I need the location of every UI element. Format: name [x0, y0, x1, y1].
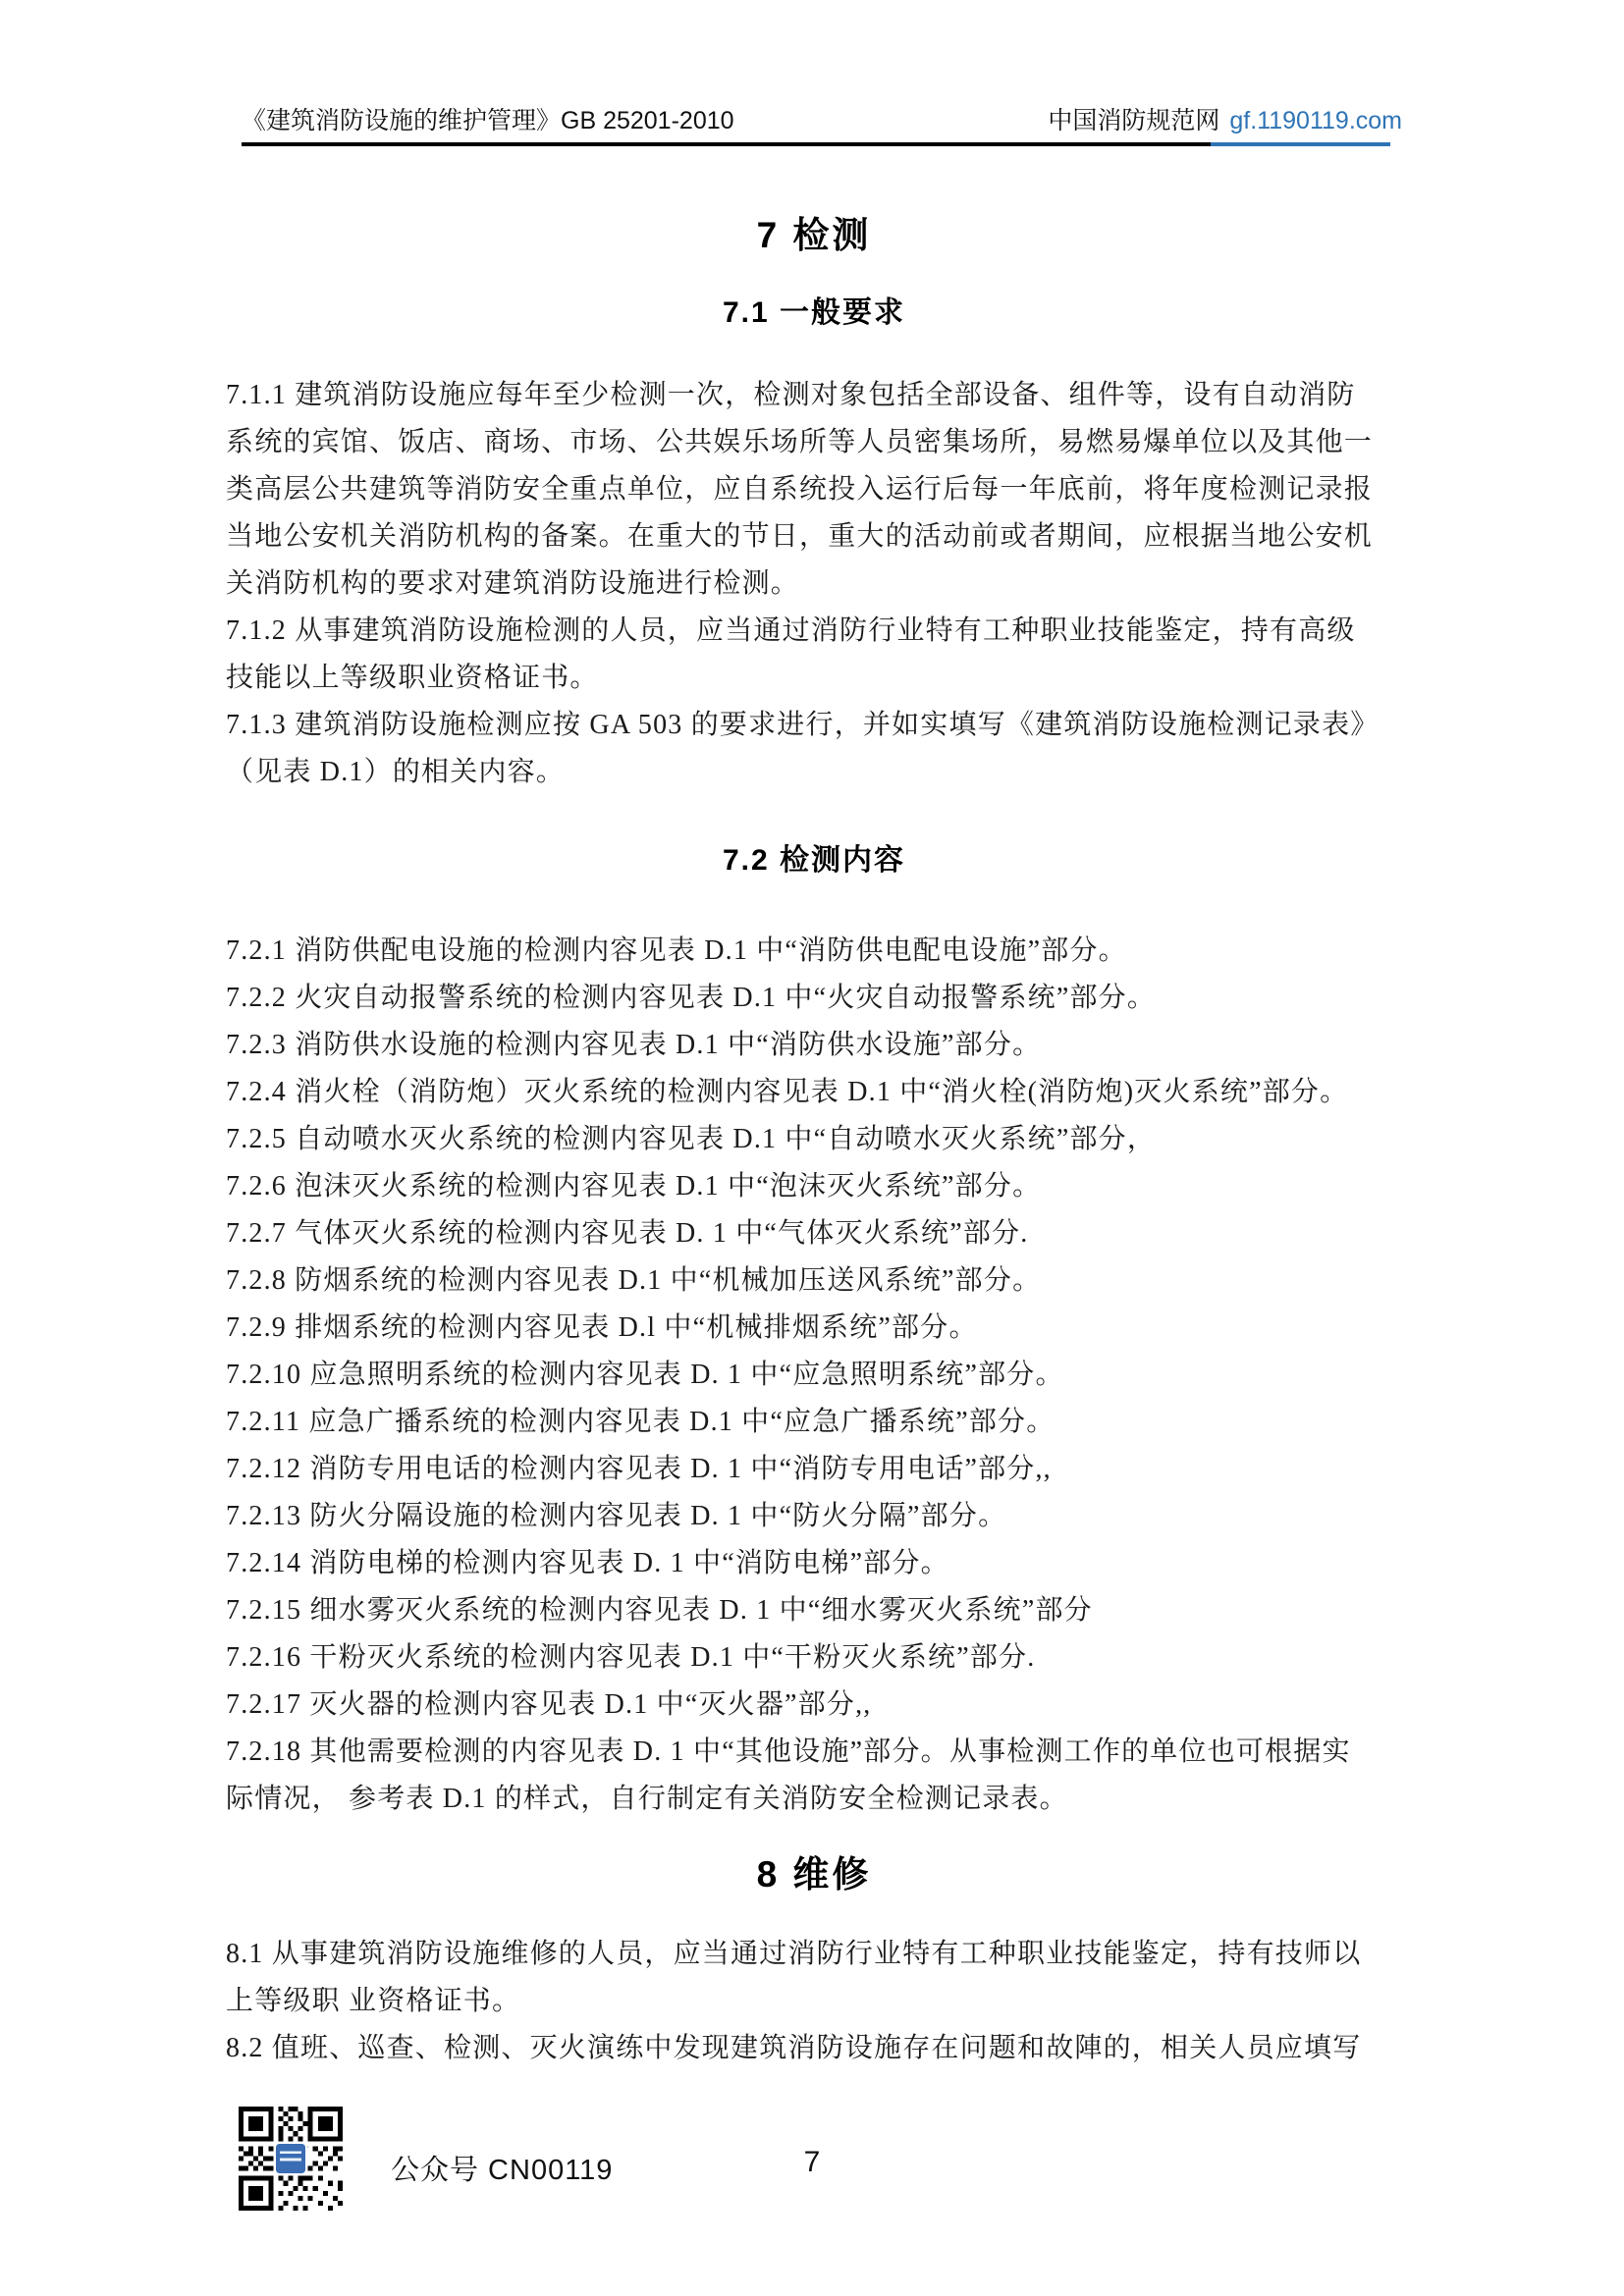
clause-8-1-line: 上等级职 业资格证书。	[226, 1986, 521, 2016]
section-7-1-body	[226, 372, 1402, 796]
clause-7-2-7-line: 7.2.7 气体灭火系统的检测内容见表 D. 1 中“气体灭火系统”部分.	[226, 1218, 1029, 1249]
clause-7-1-2-line: 技能以上等级职业资格证书。	[226, 663, 599, 693]
header-rule	[242, 142, 1402, 146]
page-number: 7	[803, 2146, 821, 2178]
clause-8-1-line: 8.1 从事建筑消防设施维修的人员，应当通过消防行业特有工种职业技能鉴定，持有技师以	[226, 1939, 1362, 1969]
clause-7-2-1-line: 7.2.1 消防供配电设施的检测内容见表 D.1 中“消防供电配电设施”部分。	[226, 935, 1127, 966]
clause-7-1-3-line: 7.1.3 建筑消防设施检测应按 GA 503 的要求进行，并如实填写《建筑消防设施检测记录表》	[226, 710, 1380, 740]
clause-7-2-14-line: 7.2.14 消防电梯的检测内容见表 D. 1 中“消防电梯”部分。	[226, 1548, 949, 1578]
site-link[interactable]: gf.1190119.com	[1229, 107, 1402, 134]
clause-7-2-8-line: 7.2.8 防烟系统的检测内容见表 D.1 中“机械加压送风系统”部分。	[226, 1265, 1042, 1296]
clause-7-2-11-line: 7.2.11 应急广播系统的检测内容见表 D.1 中“应急广播系统”部分。	[226, 1407, 1056, 1437]
clause-7-2-12-line: 7.2.12 消防专用电话的检测内容见表 D. 1 中“消防专用电话”部分,,	[226, 1454, 1052, 1484]
clause-7-1-1-line: 7.1.1 建筑消防设施应每年至少检测一次，检测对象包括全部设备、组件等，设有自动消防	[226, 380, 1356, 410]
clause-7-2-10-line: 7.2.10 应急照明系统的检测内容见表 D. 1 中“应急照明系统”部分。	[226, 1360, 1064, 1390]
clause-7-2-9-line: 7.2.9 排烟系统的检测内容见表 D.l 中“机械排烟系统”部分。	[226, 1312, 978, 1343]
section-7-2-body	[226, 928, 1402, 1823]
section-7-1-title: 7.1 一般要求	[722, 296, 906, 329]
clause-7-2-18-line: 7.2.18 其他需要检测的内容见表 D. 1 中“其他设施”部分。从事检测工作的单位也可根据实	[226, 1736, 1351, 1767]
wechat-account-label: 公众号 CN00119	[391, 2155, 614, 2186]
header-site	[1048, 104, 1402, 137]
clause-7-1-1-line: 当地公安机关消防机构的备案。在重大的节日，重大的活动前或者期间，应根据当地公安机	[226, 521, 1374, 552]
clause-7-1-3-line: （见表 D.1）的相关内容。	[226, 757, 566, 787]
clause-7-2-17-line: 7.2.17 灭火器的检测内容见表 D.1 中“灭火器”部分,,	[226, 1689, 872, 1720]
clause-7-2-6-line: 7.2.6 泡沫灭火系统的检测内容见表 D.1 中“泡沫灭火系统”部分。	[226, 1171, 1042, 1201]
clause-7-1-1-line: 类高层公共建筑等消防安全重点单位，应自系统投入运行后每一年底前，将年度检测记录报	[226, 474, 1374, 505]
header-doc-title: 《建筑消防设施的维护管理》GB 25201-2010	[242, 107, 734, 134]
chapter-8-body	[226, 1931, 1402, 2072]
clause-7-2-2-line: 7.2.2 火灾自动报警系统的检测内容见表 D.1 中“火灾自动报警系统”部分。	[226, 983, 1157, 1013]
clause-7-1-2-line: 7.1.2 从事建筑消防设施检测的人员，应当通过消防行业特有工种职业技能鉴定，持有高级	[226, 615, 1356, 646]
clause-7-2-15-line: 7.2.15 细水雾灭火系统的检测内容见表 D. 1 中“细水雾灭火系统”部分	[226, 1595, 1093, 1626]
clause-7-2-5-line: 7.2.5 自动喷水灭火系统的检测内容见表 D.1 中“自动喷水灭火系统”部分，	[226, 1124, 1157, 1154]
chapter-8-title: 8 维修	[756, 1854, 872, 1895]
clause-7-2-3-line: 7.2.3 消防供水设施的检测内容见表 D.1 中“消防供水设施”部分。	[226, 1030, 1042, 1060]
chapter-7-title: 7 检测	[756, 215, 872, 255]
site-name: 中国消防规范网	[1048, 107, 1220, 134]
section-7-2-title: 7.2 检测内容	[722, 844, 906, 877]
clause-7-2-13-line: 7.2.13 防火分隔设施的检测内容见表 D. 1 中“防火分隔”部分。	[226, 1501, 1007, 1531]
clause-7-2-16-line: 7.2.16 干粉灭火系统的检测内容见表 D.1 中“干粉灭火系统”部分.	[226, 1642, 1036, 1673]
page-header	[242, 0, 1402, 137]
clause-8-2-line: 8.2 值班、巡查、检测、灭火演练中发现建筑消防设施存在问题和故陣的，相关人员应填写	[226, 2033, 1362, 2063]
clause-7-1-1-line: 系统的宾馆、饭店、商场、市场、公共娱乐场所等人员密集场所，易燃易爆单位以及其他一	[226, 427, 1374, 457]
clause-7-2-4-line: 7.2.4 消火栓（消防炮）灭火系统的检测内容见表 D.1 中“消火栓(消防炮)灭火系统”部分。	[226, 1077, 1349, 1107]
clause-7-1-1-line: 关消防机构的要求对建筑消防设施进行检测。	[226, 568, 800, 599]
clause-7-2-18-line: 际情况， 参考表 D.1 的样式，自行制定有关消防安全检测记录表。	[226, 1784, 1068, 1814]
